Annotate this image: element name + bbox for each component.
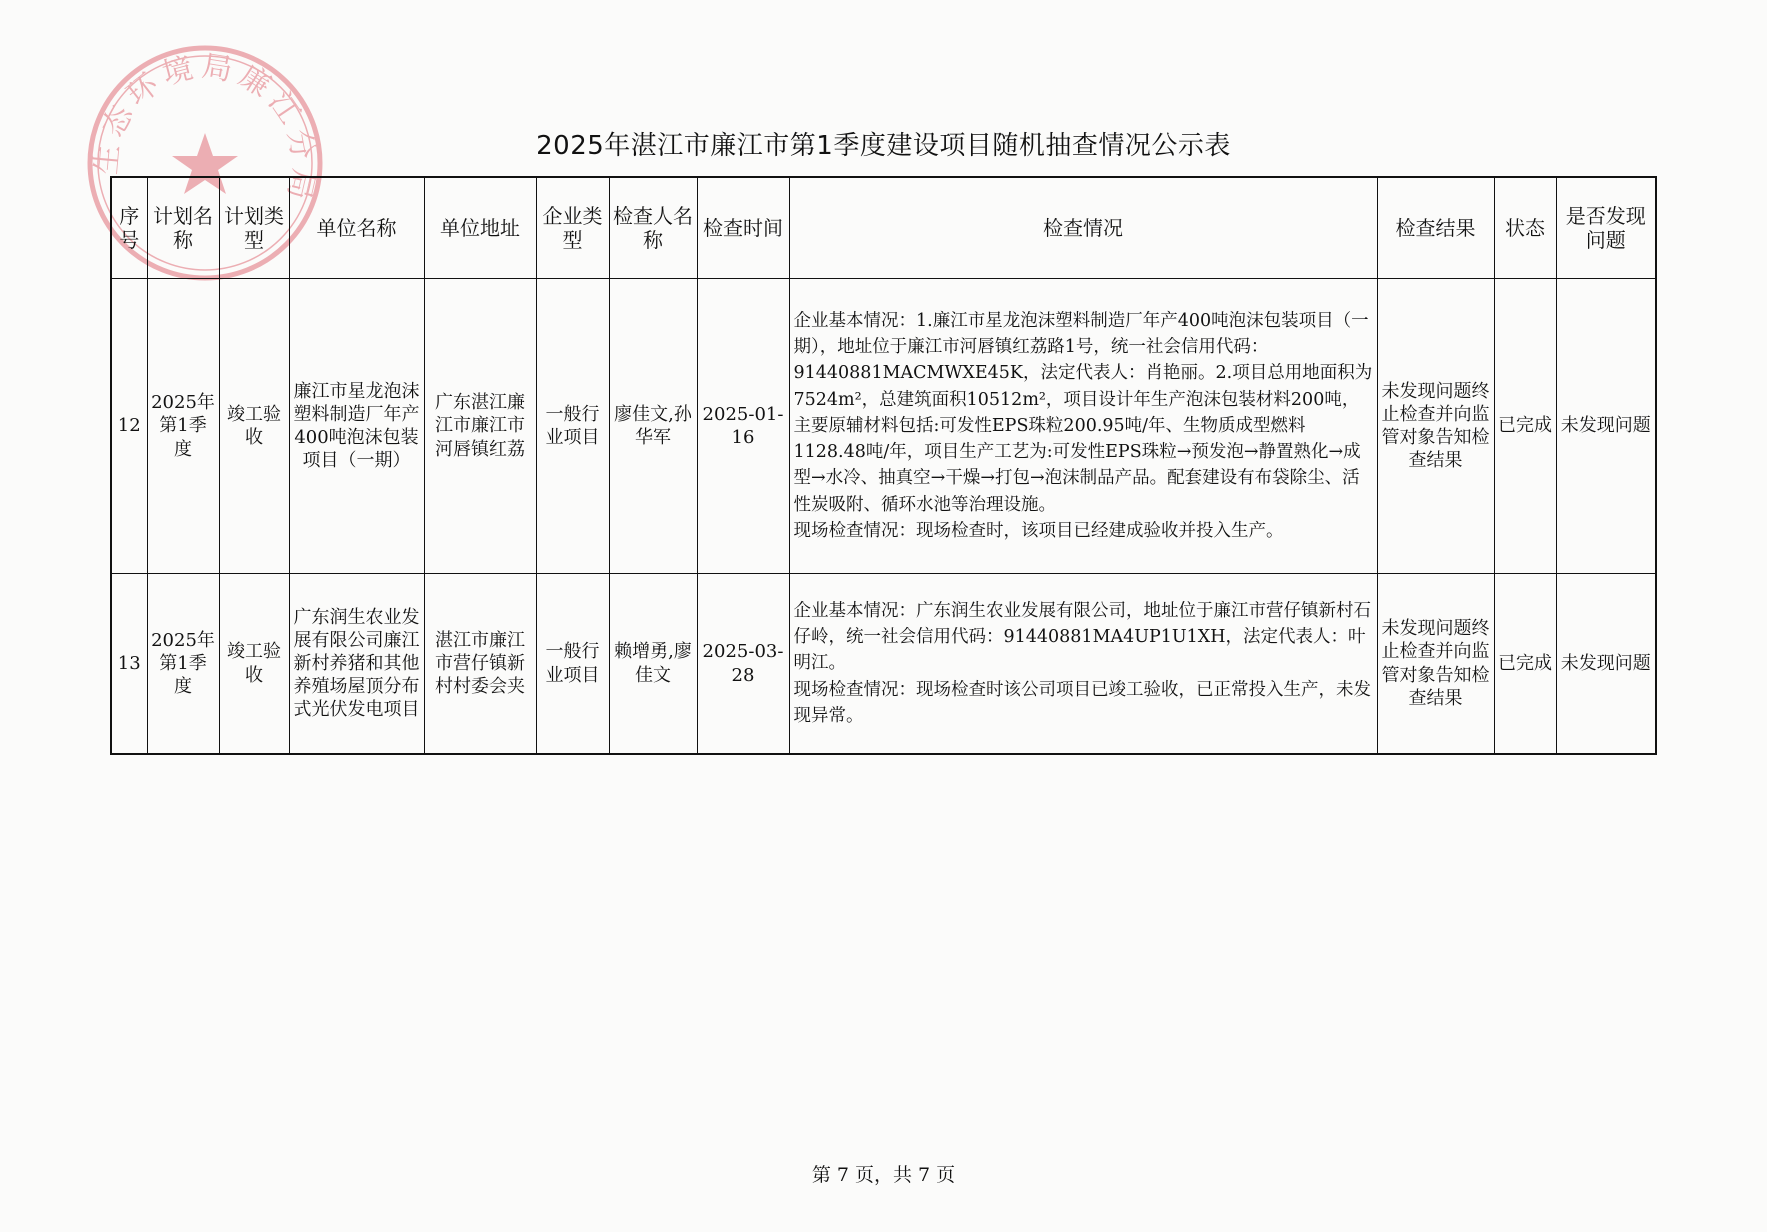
status: 已完成 [1494,279,1556,574]
inspection-table [110,176,1657,755]
header-cell: 检查情况 [789,177,1377,279]
detail-basic: 企业基本情况：1.廉江市星龙泡沫塑料制造厂年产400吨泡沫包装项目（一期），地址位于廉江市河唇镇红荔路1号，统一社会信用代码：91440881MACMWXE45K，法定代表人：肖艳丽。2.项目总用地面积为7524m²，总建筑面积10512m²，项目设计年生产泡沫包装材料200吨，主要原辅材料包括:可发性EPS珠粒200.95吨/年、生物质成型燃料1128.48吨/年，项目生产工艺为:可发性EPS珠粒→预发泡→静置熟化→成型→水冷、抽真空→干燥→打包→泡沫制品产品。配套建设有布袋除尘、活性炭吸附、循环水池等治理设施。 [793,310,1373,515]
header-row [111,177,1656,279]
header-cell: 企业类型 [536,177,609,279]
unit-name: 广东润生农业发展有限公司廉江新村养猪和其他养殖场屋顶分布式光伏发电项目 [289,574,424,755]
plan-name: 2025年第1季度 [147,574,219,755]
page-title: 2025年湛江市廉江市第1季度建设项目随机抽查情况公示表 [536,131,1231,161]
inspection-result: 未发现问题终止检查并向监管对象告知检查结果 [1377,574,1494,755]
header-cell: 是否发现问题 [1556,177,1656,279]
detail-basic: 企业基本情况：广东润生农业发展有限公司，地址位于廉江市营仔镇新村石仔岭，统一社会信用代码：91440881MA4UP1U1XH，法定代表人：叶明江。 [793,600,1371,674]
header-cell: 序号 [111,177,147,279]
header-cell: 检查结果 [1377,177,1494,279]
header-cell: 检查人名称 [609,177,697,279]
page-number: 第 7 页，共 7 页 [811,1164,956,1186]
enterprise-type: 一般行业项目 [536,574,609,755]
plan-type: 竣工验收 [219,279,289,574]
inspection-detail [789,574,1377,755]
inspection-result: 未发现问题终止检查并向监管对象告知检查结果 [1377,279,1494,574]
inspection-date: 2025-03-28 [697,574,789,755]
detail-site: 现场检查情况：现场检查时，该项目已经建成验收并投入生产。 [793,520,1284,541]
row-number: 12 [111,279,147,574]
unit-address: 广东湛江廉江市廉江市河唇镇红荔 [424,279,536,574]
header-cell: 单位名称 [289,177,424,279]
inspection-date: 2025-01-16 [697,279,789,574]
inspectors: 赖增勇,廖佳文 [609,574,697,755]
header-cell: 检查时间 [697,177,789,279]
plan-name: 2025年第1季度 [147,279,219,574]
header-cell: 单位地址 [424,177,536,279]
enterprise-type: 一般行业项目 [536,279,609,574]
header-cell: 计划类型 [219,177,289,279]
inspectors: 廖佳文,孙华军 [609,279,697,574]
inspection-detail [789,279,1377,574]
status: 已完成 [1494,574,1556,755]
unit-address: 湛江市廉江市营仔镇新村村委会夹 [424,574,536,755]
problem-found: 未发现问题 [1556,279,1656,574]
problem-found: 未发现问题 [1556,574,1656,755]
plan-type: 竣工验收 [219,574,289,755]
header-cell: 状态 [1494,177,1556,279]
header-cell: 计划名称 [147,177,219,279]
unit-name: 廉江市星龙泡沫塑料制造厂年产400吨泡沫包装项目（一期） [289,279,424,574]
table-row [111,574,1656,755]
svg-text:生态环境局廉江分局: 生态环境局廉江分局 [88,48,322,209]
detail-site: 现场检查情况：现场检查时该公司项目已竣工验收，已正常投入生产，未发现异常。 [793,679,1371,726]
row-number: 13 [111,574,147,755]
table-row [111,279,1656,574]
